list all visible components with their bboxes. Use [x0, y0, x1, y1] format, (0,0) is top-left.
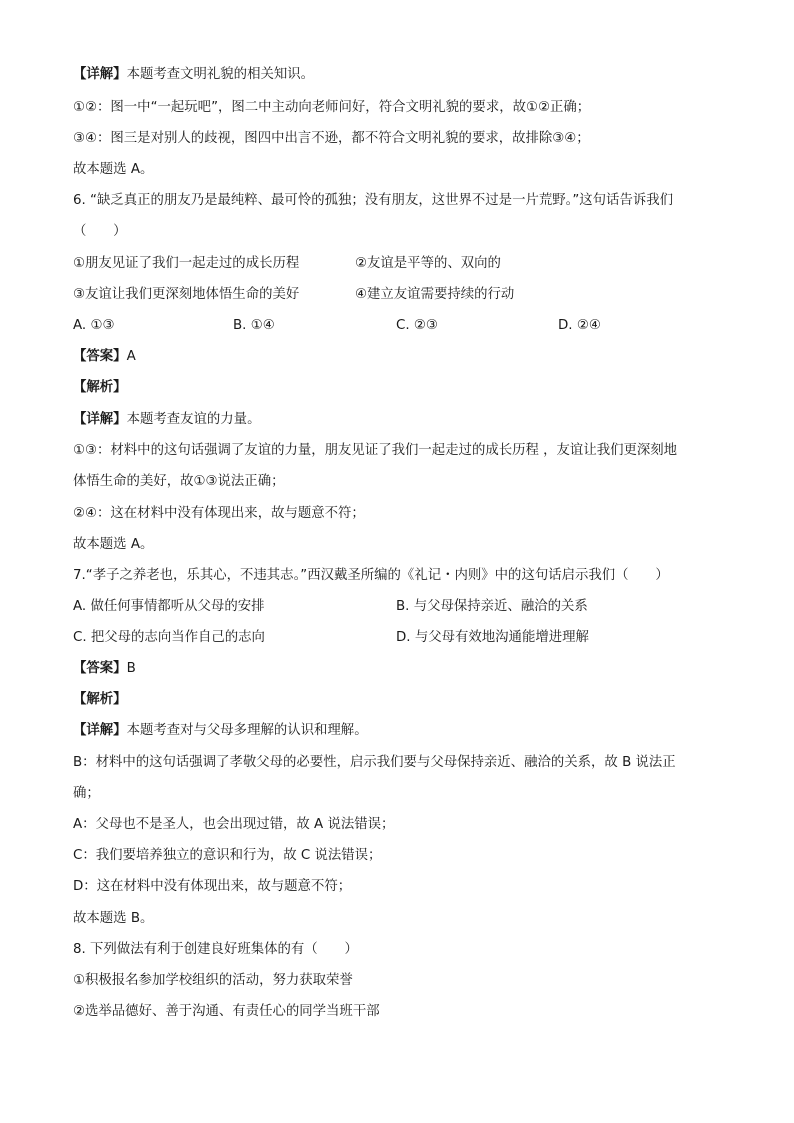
- detail-text: 本题考查对与父母多理解的认识和理解。: [126, 723, 368, 738]
- conclusion-line: 故本题选 B。: [73, 911, 154, 926]
- statement-1: ①朋友见证了我们一起走过的成长历程: [73, 256, 300, 271]
- option-c: C. 把父母的志向当作自己的志向: [73, 630, 265, 645]
- detail-tag: 【详解】: [73, 412, 127, 427]
- detail-line: [73, 722, 368, 740]
- statement-4: ④建立友谊需要持续的行动: [355, 287, 515, 302]
- option-a: A. ①③: [73, 318, 115, 333]
- detail-tag: 【详解】: [73, 723, 127, 738]
- analysis-heading: [73, 379, 127, 397]
- conclusion-line: 故本题选 A。: [73, 537, 154, 552]
- explanation-line: A：父母也不是圣人，也会出现过错，故 A 说法错误；: [73, 817, 395, 832]
- detail-line: [73, 411, 260, 429]
- answer-line: [73, 348, 136, 366]
- statement-2: ②友谊是平等的、双向的: [355, 256, 501, 271]
- explanation-line: C：我们要培养独立的意识和行为，故 C 说法错误；: [73, 848, 382, 863]
- answer-tag: 【答案】: [73, 349, 127, 364]
- detail-text: 本题考查文明礼貌的相关知识。: [126, 67, 315, 82]
- answer-line: [73, 660, 136, 678]
- explanation-line: B：材料中的这句话强调了孝敬父母的必要性，启示我们要与父母保持亲近、融洽的关系，故 B 说法正: [73, 755, 676, 770]
- detail-text: 本题考查友谊的力量。: [126, 412, 261, 427]
- explanation-line: D：这在材料中没有体现出来，故与题意不符；: [73, 879, 352, 894]
- question-6-blank: （ ）: [73, 224, 127, 239]
- explanation-line: ①②：图一中“一起玩吧”，图二中主动向老师问好，符合文明礼貌的要求，故①②正确；: [73, 100, 591, 115]
- explanation-line: 体悟生命的美好，故①③说法正确；: [73, 474, 285, 489]
- analysis-heading: [73, 691, 127, 709]
- option-d: D. ②④: [558, 318, 601, 333]
- question-8-stem: 8. 下列做法有利于创建良好班集体的有（ ）: [73, 942, 358, 957]
- statement-3: ③友谊让我们更深刻地体悟生命的美好: [73, 287, 300, 302]
- option-d: D. 与父母有效地沟通能增进理解: [396, 630, 589, 645]
- question-7-stem: 7.“孝子之养老也，乐其心，不违其志。”西汉戴圣所编的《礼记・内则》中的这句话启示我们（ ）: [73, 568, 669, 583]
- conclusion-line: 故本题选 A。: [73, 162, 154, 177]
- statement-1: ①积极报名参加学校组织的活动，努力获取荣誉: [73, 973, 353, 988]
- analysis-tag: 【解析】: [73, 380, 127, 395]
- explanation-line: ③④：图三是对别人的歧视，图四中出言不逊，都不符合文明礼貌的要求，故排除③④；: [73, 131, 590, 146]
- answer-value: A: [126, 349, 136, 364]
- option-b: B. 与父母保持亲近、融洽的关系: [396, 599, 588, 614]
- option-b: B. ①④: [233, 318, 275, 333]
- detail-tag: 【详解】: [73, 67, 127, 82]
- explanation-line: ①③：材料中的这句话强调了友谊的力量，朋友见证了我们一起走过的成长历程 ，友谊让我们更深刻地: [73, 443, 678, 458]
- statement-2: ②选举品德好、善于沟通、有责任心的同学当班干部: [73, 1004, 380, 1019]
- answer-tag: 【答案】: [73, 661, 127, 676]
- explanation-line: 确；: [73, 786, 100, 801]
- option-a: A. 做任何事情都听从父母的安排: [73, 599, 265, 614]
- analysis-tag: 【解析】: [73, 692, 127, 707]
- detail-line: [73, 66, 314, 84]
- question-6-stem: 6. “缺乏真正的朋友乃是最纯粹、最可怜的孤独；没有朋友，这世界不过是一片荒野。”这句话告诉我们: [73, 193, 674, 208]
- answer-value: B: [126, 661, 136, 676]
- explanation-line: ②④：这在材料中没有体现出来，故与题意不符；: [73, 506, 365, 521]
- option-c: C. ②③: [396, 318, 438, 333]
